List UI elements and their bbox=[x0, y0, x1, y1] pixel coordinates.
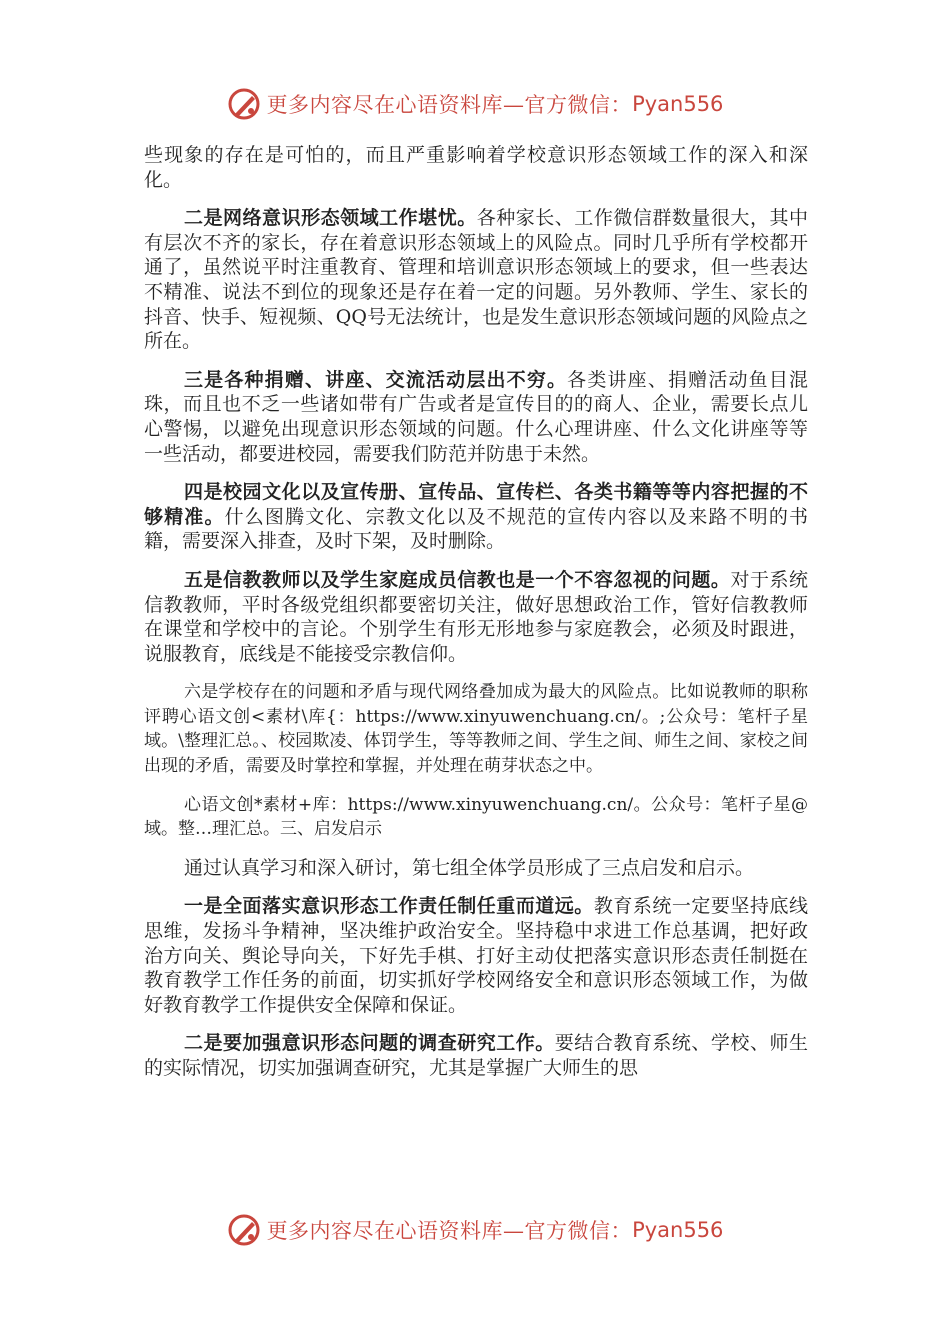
paragraph-heading: 二是要加强意识形态问题的调查研究工作。 bbox=[184, 1032, 555, 1055]
paragraph bbox=[144, 894, 808, 1017]
paragraph-heading: 二是网络意识形态领域工作堪忧。 bbox=[184, 207, 477, 230]
paragraph-heading: 四是校园文化以及宣传册、宣传品、宣传栏、各类书籍等等内容把握的不够精准。 bbox=[144, 481, 808, 528]
paragraph-text: 些现象的存在是可怕的，而且严重影响着学校意识形态领域工作的深入和深化。 bbox=[144, 144, 808, 191]
paragraph-text: 要结合教育系统、学校、师生的实际情况，切实加强调查研究，尤其是掌握广大师生的思 bbox=[144, 1032, 808, 1079]
paragraph bbox=[144, 568, 808, 666]
paragraph bbox=[144, 680, 808, 778]
paragraph-text: 各类讲座、捐赠活动鱼目混珠，而且也不乏一些诸如带有广告或者是宣传目的的商人、企业，需要长点儿心警惕，以避免出现意识形态领域的问题。什么心理讲座、什么文化讲座等等一些活动，都要进校园，需要我们防范并防患于未然。 bbox=[144, 368, 808, 465]
banner-text: 更多内容尽在心语资料库—官方微信： bbox=[266, 1219, 633, 1243]
paragraph-text: 六是学校存在的问题和矛盾与现代网络叠加成为最大的风险点。比如说教师的职称评聘心语文创<素材\库{：https://www.xinyuwenchuang.cn/。;公众号：笔杆子星域。\整理汇总。、校园欺凌、体罚学生，等等教师之间、学生之间、师生之间、家校之间出现的矛盾，需要及时掌控和掌握，并处理在萌芽状态之中。 bbox=[144, 682, 808, 777]
paragraph bbox=[144, 368, 808, 466]
paragraph-text: 教育系统一定要坚持底线思维，发扬斗争精神，坚决维护政治安全。坚持稳中求进工作总基调，把好政治方向关、舆论导向关，下好先手棋、打好主动仗把落实意识形态责任制挺在教育教学工作任务的前面，切实抓好学校网络安全和意识形态领域工作，为做好教育教学工作提供安全保障和保证。 bbox=[144, 895, 808, 1016]
paragraph-heading: 五是信教教师以及学生家庭成员信教也是一个不容忽视的问题。 bbox=[184, 568, 731, 591]
document-body bbox=[144, 143, 808, 1095]
header-banner bbox=[0, 84, 950, 124]
paragraph-text: 通过认真学习和深入研讨，第七组全体学员形成了三点启发和启示。 bbox=[184, 856, 755, 879]
paragraph-text: 心语文创*素材+库：https://www.xinyuwenchuang.cn/。公众号：笔杆子星@域。整…理汇总。三、启发启示 bbox=[144, 794, 808, 840]
paragraph-heading: 一是全面落实意识形态工作责任制任重而道远。 bbox=[184, 895, 594, 918]
paragraph bbox=[144, 480, 808, 554]
pen-logo-icon bbox=[227, 1213, 261, 1247]
paragraph bbox=[144, 856, 808, 881]
banner-wechat-id: Pyan556 bbox=[632, 1218, 724, 1242]
paragraph-text: 什么图腾文化、宗教文化以及不规范的宣传内容以及来路不明的书籍，需要深入排查，及时下架，及时删除。 bbox=[144, 505, 808, 553]
paragraph bbox=[144, 206, 808, 354]
paragraph-text: 对于系统信教教师，平时各级党组织都要密切关注，做好思想政治工作，管好信教教师在课堂和学校中的言论。个别学生有形无形地参与家庭教会，必须及时跟进，说服教育，底线是不能接受宗教信仰。 bbox=[144, 568, 808, 665]
paragraph-text: 各种家长、工作微信群数量很大，其中有层次不齐的家长，存在着意识形态领域上的风险点。同时几乎所有学校都开通了，虽然说平时注重教育、管理和培训意识形态领域上的要求，但一些表达不精准、说法不到位的现象还是存在着一定的问题。另外教师、学生、家长的抖音、快手、短视频、QQ号无法统计，也是发生意识形态领域问题的风险点之所在。 bbox=[144, 207, 808, 353]
paragraph bbox=[144, 1031, 808, 1080]
paragraph-heading: 三是各种捐赠、讲座、交流活动层出不穷。 bbox=[184, 368, 568, 391]
paragraph bbox=[144, 143, 808, 192]
paragraph bbox=[144, 793, 808, 842]
banner-text: 更多内容尽在心语资料库—官方微信： bbox=[266, 93, 633, 117]
footer-banner bbox=[0, 1210, 950, 1250]
pen-logo-icon bbox=[227, 87, 261, 121]
banner-wechat-id: Pyan556 bbox=[632, 92, 724, 116]
